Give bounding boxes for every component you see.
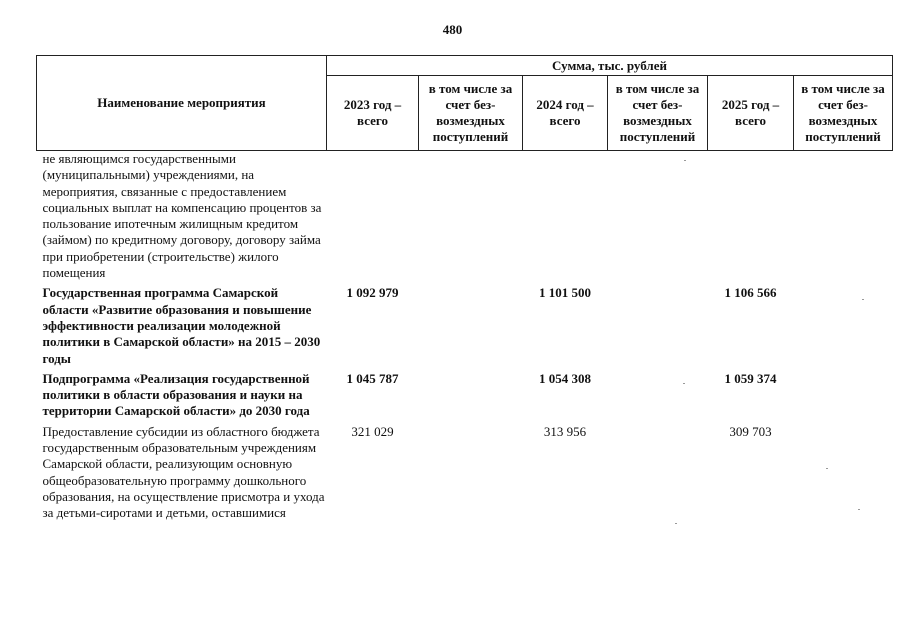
- row-2023-total: [327, 151, 419, 282]
- row-2023-total: 1 092 979: [346, 285, 399, 301]
- row-name: Государственная программа Самарской области «Развитие образования и повышение эффективности реализации молодежной политики в Самарской области» на 2015 – 2030 годы: [42, 285, 321, 366]
- row-2025-gratuitous: [794, 151, 893, 282]
- row-name: Предоставление субсидии из областного бюджета государственным образовательным учреждениям Самарской области, реализующим основную общеобразовательную программу дошкольного образования, на осуществление присмотра и ухода за детьми-сиротами и детьми, оставшимися: [42, 423, 325, 521]
- scan-speck: [826, 468, 828, 469]
- page-number: 480: [442, 22, 463, 37]
- header-2023-total: 2023 год – всего: [327, 76, 419, 151]
- row-2024-total: 1 101 500: [539, 285, 591, 301]
- row-2025-total: 309 703: [729, 423, 772, 439]
- row-2023-total: 1 045 787: [346, 370, 399, 386]
- row-2023-gratuitous: [419, 424, 523, 522]
- row-2025-total: [708, 151, 794, 282]
- scan-speck: [675, 523, 677, 524]
- header-name-column: Наименование мероприятия: [37, 56, 327, 151]
- row-2023-total: 321 029: [351, 423, 394, 439]
- table-row: [37, 151, 893, 282]
- row-2024-total: 1 054 308: [539, 370, 591, 386]
- budget-table: [36, 55, 893, 522]
- row-name: не являющимся государственными (муниципальными) учреждениями, на мероприятия, связанные с предоставлением социальных выплат на компенсацию процентов за пользование ипотечным жилищным кредитом (займом) по кредитному договору, договору займа при приобретении (строительстве) жилого помещения: [42, 151, 322, 281]
- table-row: [37, 371, 893, 420]
- row-2025-gratuitous: [794, 285, 893, 366]
- row-2025-total: 1 059 374: [724, 370, 777, 386]
- header-2024-total: 2024 год – всего: [523, 76, 608, 151]
- scan-speck: [862, 299, 864, 300]
- row-2024-gratuitous: [608, 151, 708, 282]
- header-2024-gratuitous: в том числе за счет без-возмездных поступлений: [608, 76, 708, 151]
- row-2024-total: [523, 151, 608, 282]
- table-row: [37, 285, 893, 366]
- row-2025-total: 1 106 566: [724, 285, 777, 301]
- row-2024-gratuitous: [608, 371, 708, 420]
- scan-speck: [684, 160, 686, 161]
- header-2023-gratuitous: в том числе за счет без-возмездных поступлений: [419, 76, 523, 151]
- header-2025-total: 2025 год – всего: [708, 76, 794, 151]
- row-2024-gratuitous: [608, 424, 708, 522]
- scan-speck: [683, 383, 685, 384]
- row-2024-gratuitous: [608, 285, 708, 366]
- row-2025-gratuitous: [794, 424, 893, 522]
- table-row: [37, 424, 893, 522]
- row-2023-gratuitous: [419, 371, 523, 420]
- row-2023-gratuitous: [419, 151, 523, 282]
- scan-speck: [858, 509, 860, 510]
- row-2024-total: 313 956: [543, 423, 587, 439]
- header-sum-title: Сумма, тыс. рублей: [327, 56, 893, 76]
- row-2023-gratuitous: [419, 285, 523, 366]
- row-name: Подпрограмма «Реализация государственной политики в области образования и науки на территории Самарской области» до 2030 года: [42, 370, 310, 419]
- header-2025-gratuitous: в том числе за счет без-возмездных поступлений: [794, 76, 893, 151]
- row-2025-gratuitous: [794, 371, 893, 420]
